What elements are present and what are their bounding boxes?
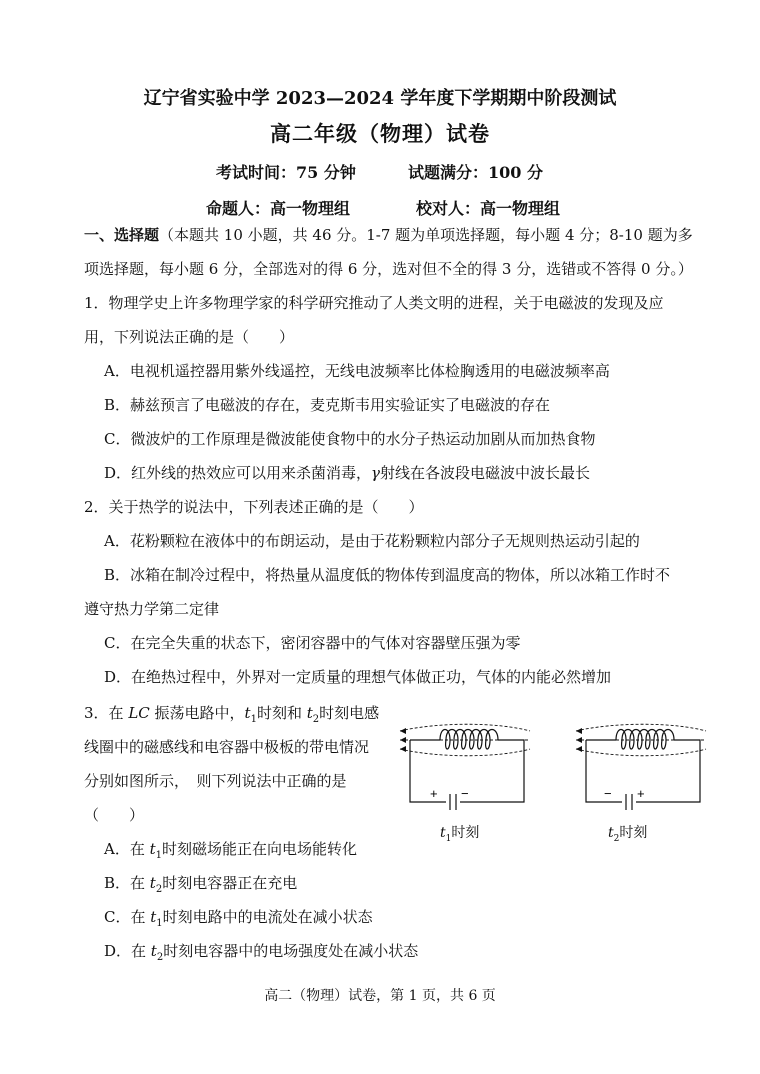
circuit-wire-left: [410, 740, 446, 802]
q3-text: 时刻电感: [319, 704, 380, 722]
q3-option-a: [104, 839, 357, 866]
q3-stem-line-3: 分别如图所示， 则下列说法中正确的是: [84, 772, 347, 790]
t2-symbol: t: [306, 704, 313, 722]
t-symbol: t: [608, 825, 614, 841]
subscript: 1: [445, 833, 452, 844]
t2-subscript: 2: [312, 714, 320, 725]
subscript: 2: [613, 833, 620, 844]
subscript: 1: [155, 850, 163, 861]
q3-option-b-prefix: B．在: [104, 874, 150, 892]
section-1-line-1: [84, 225, 693, 245]
figure-caption-t2: [608, 822, 647, 844]
q3-option-a-prefix: A．在: [104, 840, 150, 858]
q1-stem-line-1: 1．物理学史上许多物理学家的科学研究推动了人类文明的进程，关于电磁波的发现及应: [84, 294, 664, 312]
q3-stem-line-4: （ ）: [84, 806, 145, 824]
page-footer: 高二（物理）试卷，第 1 页，共 6 页: [264, 988, 496, 1004]
capacitor-left-sign: +: [430, 786, 438, 801]
exam-author: 命题人：高一物理组: [206, 199, 351, 218]
exam-checker: 校对人：高一物理组: [416, 199, 561, 218]
q3-option-a-text: 时刻磁场能正在向电场能转化: [162, 840, 358, 858]
arrow-left-icon: [400, 746, 406, 752]
q3-option-b: [104, 873, 297, 900]
section-1-line-2: 项选择题，每小题 6 分，全部选对的得 6 分，选对但不全的得 3 分，选错或不答得 0 分。）: [84, 260, 693, 278]
subscript: 1: [156, 918, 163, 929]
t-symbol: t: [149, 874, 156, 892]
arrow-left-icon: [576, 737, 582, 743]
circuit-wire-right: [636, 740, 700, 802]
q1-option-d: [104, 463, 590, 483]
capacitor-right-sign: −: [461, 786, 469, 801]
q3-option-c: [104, 907, 373, 934]
q1-option-a: A．电视机遥控器用紫外线遥控，无线电波频率比体检胸透用的电磁波频率高: [104, 362, 610, 380]
arrow-left-icon: [400, 728, 406, 734]
q3-option-c-text: 时刻电路中的电流处在减小状态: [162, 908, 373, 926]
q3-option-d: [104, 941, 418, 968]
caption-text: 时刻: [451, 825, 480, 841]
capacitor-right-sign: +: [637, 786, 645, 801]
circuit-wire-right: [460, 740, 524, 802]
caption-text: 时刻: [619, 825, 648, 841]
arrow-left-icon: [400, 737, 406, 743]
q3-option-d-text: 时刻电容器中的电场强度处在减小状态: [163, 942, 419, 960]
exam-time: 考试时间：75 分钟: [216, 163, 356, 182]
q3-option-b-text: 时刻电容器正在充电: [162, 874, 298, 892]
q3-stem-line-2: 线圈中的磁感线和电容器中极板的带电情况: [84, 738, 370, 756]
t-symbol: t: [150, 908, 157, 926]
q3-stem-line-1: [84, 703, 379, 730]
q2-stem: 2．关于热学的说法中，下列表述正确的是（ ）: [84, 498, 424, 516]
capacitor-left-sign: −: [604, 786, 612, 801]
field-line-bottom: [400, 749, 530, 756]
t-symbol: t: [149, 840, 156, 858]
q1-option-d-text-2: 射线在各波段电磁波中波长最长: [380, 464, 591, 482]
arrow-left-icon: [576, 728, 582, 734]
q3-text: 时刻和: [256, 704, 307, 722]
exam-subtitle: 高二年级（物理）试卷: [270, 121, 490, 146]
lc-circuit-t2-figure: [574, 718, 714, 813]
inductor-coil: [440, 730, 498, 750]
q2-option-b-line-1: B．冰箱在制冷过程中，将热量从温度低的物体传到温度高的物体，所以冰箱工作时不: [104, 566, 671, 584]
exam-title: 辽宁省实验中学 2023—2024 学年度下学期期中阶段测试: [143, 88, 617, 109]
q1-option-d-text-1: D．红外线的热效应可以用来杀菌消毒，: [104, 464, 372, 482]
q2-option-a: A．花粉颗粒在液体中的布朗运动，是由于花粉颗粒内部分子无规则热运动引起的: [104, 532, 640, 550]
q2-option-b-line-2: 遵守热力学第二定律: [84, 600, 220, 618]
field-line-bottom: [576, 749, 706, 756]
arrow-left-icon: [576, 746, 582, 752]
q3-text: 振荡电路中，: [149, 704, 245, 722]
t1-subscript: 1: [250, 714, 257, 725]
section-1-instructions: （本题共 10 小题，共 46 分。1-7 题为单项选择题，每小题 4 分；8-10 题为多: [159, 226, 693, 244]
subscript: 2: [155, 884, 163, 895]
figure-caption-t1: [440, 822, 479, 844]
t-symbol: t: [150, 942, 157, 960]
gamma-symbol: γ: [371, 464, 380, 482]
exam-score: 试题满分：100 分: [408, 163, 543, 182]
q2-option-c: C．在完全失重的状态下，密闭容器中的气体对容器壁压强为零: [104, 634, 521, 652]
inductor-coil: [616, 730, 674, 750]
q2-option-d: D．在绝热过程中，外界对一定质量的理想气体做正功，气体的内能必然增加: [104, 668, 612, 686]
lc-symbol: LC: [128, 704, 150, 722]
q3-option-c-prefix: C．在: [104, 908, 151, 926]
q3-text: 3．在: [84, 704, 129, 722]
q1-stem-line-2: 用，下列说法正确的是（ ）: [84, 328, 295, 346]
subscript: 2: [156, 952, 164, 963]
q3-option-d-prefix: D．在: [104, 942, 151, 960]
t1-symbol: t: [244, 704, 251, 722]
section-1-heading: 一、选择题: [84, 226, 160, 244]
lc-circuit-t1-figure: [398, 718, 538, 813]
q1-option-c: C．微波炉的工作原理是微波能使食物中的水分子热运动加剧从而加热食物: [104, 430, 596, 448]
t-symbol: t: [440, 825, 446, 841]
q1-option-b: B．赫兹预言了电磁波的存在，麦克斯韦用实验证实了电磁波的存在: [104, 396, 551, 414]
